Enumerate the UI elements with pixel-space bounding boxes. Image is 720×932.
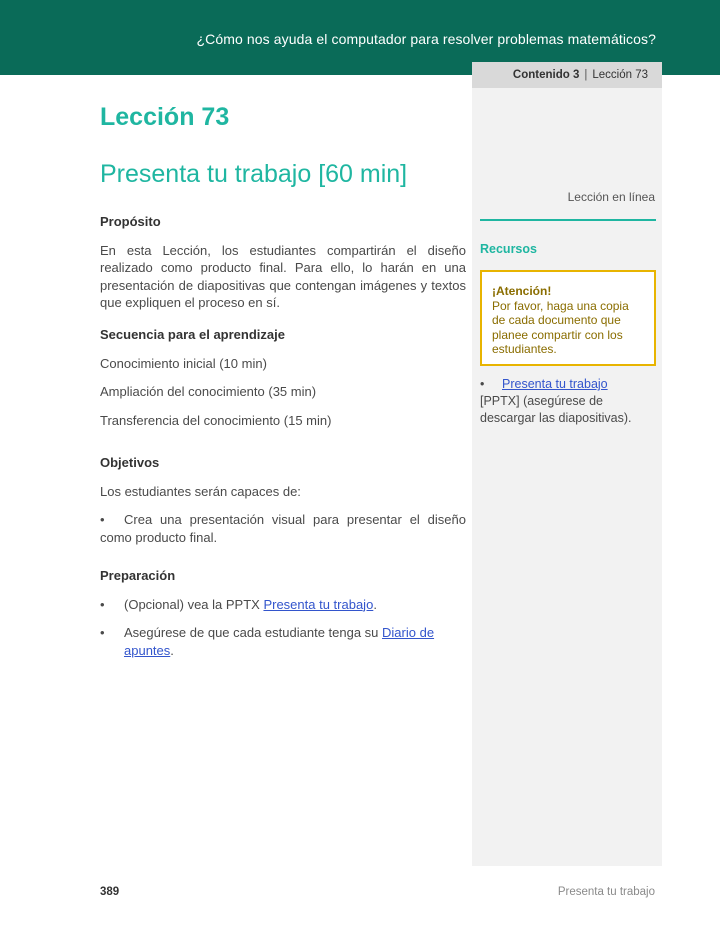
objective-item (100, 511, 466, 546)
page-number: 389 (100, 886, 120, 898)
breadcrumb-lesson: Lección 73 (592, 69, 648, 81)
preparation-item (100, 624, 466, 659)
attention-title: ¡Atención! (492, 284, 552, 298)
sequence-heading: Secuencia para el aprendizaje (100, 327, 285, 342)
bullet: • (480, 377, 485, 391)
objectives-section (100, 454, 466, 546)
divider (480, 219, 656, 221)
preparation-text: (Opcional) vea la PPTX Presenta tu trabajo. (124, 596, 377, 612)
resource-description: [PPTX] (asegúrese de descargar las diapositivas). (480, 394, 632, 425)
footer-title: Presenta tu trabajo (557, 886, 655, 898)
pptx-link[interactable]: Presenta tu trabajo (263, 596, 374, 612)
objectives-intro: Los estudiantes serán capaces de: (100, 483, 301, 499)
preparation-section (100, 567, 466, 659)
attention-text: Por favor, haga una copia de cada documento que planee compartir con los estudiantes. (492, 298, 629, 356)
sequence-item: Transferencia del conocimiento (15 min) (100, 412, 332, 428)
breadcrumb (472, 62, 662, 88)
notebook-link[interactable]: Diario de apuntes (124, 625, 435, 658)
resource-item (480, 376, 658, 427)
sidebar-panel (472, 62, 662, 866)
preparation-heading: Preparación (100, 568, 176, 583)
objective-text: Crea una presentación visual para presentar el diseño como producto final. (100, 512, 466, 545)
objectives-heading: Objetivos (100, 455, 160, 470)
lesson-number: Lección 73 (100, 103, 230, 131)
lesson-title: Presenta tu trabajo [60 min] (100, 160, 408, 188)
purpose-text: En esta Lección, los estudiantes compartirán el diseño realizado como producto final. Para ello, lo harán en una presentación de diapositivas que contengan imágenes y textos que expliquen el proceso en sí. (100, 242, 466, 310)
resource-link[interactable]: Presenta tu trabajo (502, 377, 608, 391)
breadcrumb-content: Contenido 3 (512, 69, 580, 81)
bullet: • (100, 512, 105, 527)
online-lesson-label: Lección en línea (567, 190, 655, 204)
bullet: • (100, 625, 105, 640)
attention-box (480, 270, 656, 366)
sequence-section (100, 326, 466, 429)
breadcrumb-separator: | (584, 69, 588, 81)
purpose-heading: Propósito (100, 214, 161, 229)
unit-title: ¿Cómo nos ayuda el computador para resolver problemas matemáticos? (196, 31, 656, 47)
preparation-item (100, 596, 466, 614)
preparation-text: Asegúrese de que cada estudiante tenga su Diario de apuntes. (124, 625, 435, 658)
purpose-section (100, 213, 466, 312)
bullet: • (100, 596, 105, 612)
sequence-item: Conocimiento inicial (10 min) (100, 355, 267, 371)
sequence-item: Ampliación del conocimiento (35 min) (100, 384, 317, 399)
resources-heading: Recursos (480, 242, 537, 256)
